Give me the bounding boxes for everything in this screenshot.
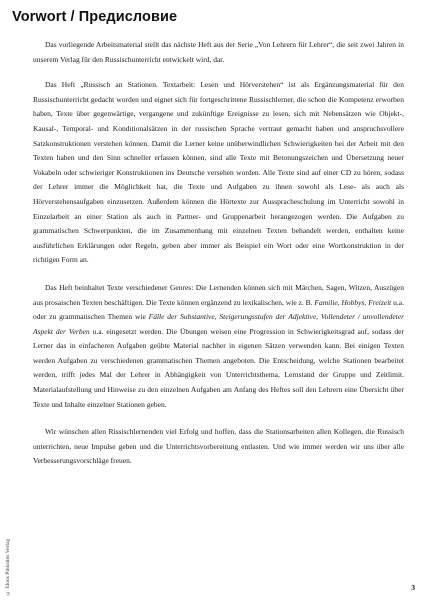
- paragraph-intro: Das vorliegende Arbeitsmaterial stellt das nächste Heft aus der Serie „Von Lehrern für Lehrer“, die seit zwei Jahren in unserem Verlag für den Russischunterricht entwickelt wird, dar.: [33, 40, 404, 64]
- paragraph-contents: [33, 281, 404, 412]
- body-text: [33, 38, 404, 482]
- paragraph-contents-part1: Das Heft beinhaltet Texte verschiedener Genres: Die Lernenden können sich mit Märchen, Sagen, Witzen, Auszügen aus prosaischen Texten beschäftigen. Die Texte können ergänzend zu lexikalischen, wie z. B.: [33, 282, 404, 307]
- paragraph-description: Das Heft „Russisch an Stationen. Textarbeit: Lesen und Hörverstehen“ ist als Ergänzungsmaterial für den Russischunterricht gedacht worden und eignet sich für fortgeschrittene Russischlerner, die schon die Kompetenz erworben haben, Texte über gegenwärtige, vergangene und zukünftige Ereignisse zu lesen, sich mit Nebensätzen wie Objekt-, Kausal-, Temporal- und Konditionalsätzen in der russischen Sprache vertraut gemacht haben und anspruchsvollere Satzkonstruktionen verstehen können. Damit die Lerner keine unüberwindlichen Schwierigkeiten bei der Arbeit mit den Texten haben und den Sinn schneller erfassen können, sind alle Texte mit Betonungszeichen und Übersetzung neuer Vokabeln oder schwieriger Konstruktionen ins Deutsche versehen worden. Alle Texte sind auf einer CD zu hören, sodass der Lehrer immer die Möglichkeit hat, die Texte und Aufgaben zu ihnen sowohl als Lese- als auch als Hörverstehensaufgaben einzusetzen. Außerdem können die Hörtexte zur Ausspracheschulung im Unterricht sowohl in Einzelarbeit an einer Station als auch in Partner- und Gruppenarbeit herangezogen werden. Die Aufgaben zu grammatischen Schwerpunkten, die im Zusammenhang mit einzelnen Texten behandelt werden, enthalten keine ausführlichen Erklärungen oder Regeln, geben aber immer als Beispiel ein Wort oder eine Wortkonstruktion in der richtigen Form an.: [33, 80, 404, 265]
- paragraph-contents-part2: u.a. oder zu grammatischen Themen wie: [33, 297, 404, 322]
- page-title: Vorwort / Предисловие: [12, 9, 178, 25]
- paragraph-contents-italic2: Fälle der Substantive, Steigerungsstufen der Adjektive, Vollendeter / unvollendeter Aspekt der Verben: [33, 312, 404, 336]
- paragraph-contents-part3: u.a. eingesetzt werden. Die Übungen weisen eine Progression in Schwierigkeitsgrad auf, sodass der Lerner das in einfacheren Aufgaben geübte Material nachher in eigenen Sätzen verwenden kann. Bei einigen Texten werden Aufgaben zu verschiedenen grammatischen Themen angeboten. Die Entscheidung, welche Stationen bearbeitet werden, trifft jedes Mal der Lehrer in Abhängigkeit von Unterrichtsthema, Lernstand der Gruppe und Zeitlimit. Materialaufstellung und Hinweise zu den einzelnen Aufgaben am Anfang des Heftes soll den Lehrern eine Übersicht über Texte und Inhalte einzelner Stationen geben.: [33, 326, 404, 409]
- paragraph-closing: Wir wünschen allen Rissischlernenden viel Erfolg und hoffen, dass die Stationsarbeiten allen Kollegen, die Russisch unterrichten, neue Impulse geben und die Unterrichtsvorbereitung entlasten. Und wie immer werden wir uns über alle Verbesserungsvorschläge freuen.: [33, 427, 404, 466]
- page-number: 3: [411, 583, 415, 592]
- paragraph-contents-italic1: Familie, Hobbys, Freizeit: [314, 297, 392, 307]
- copyright-side-note: © Elons Pinkstins Verlag: [5, 538, 11, 596]
